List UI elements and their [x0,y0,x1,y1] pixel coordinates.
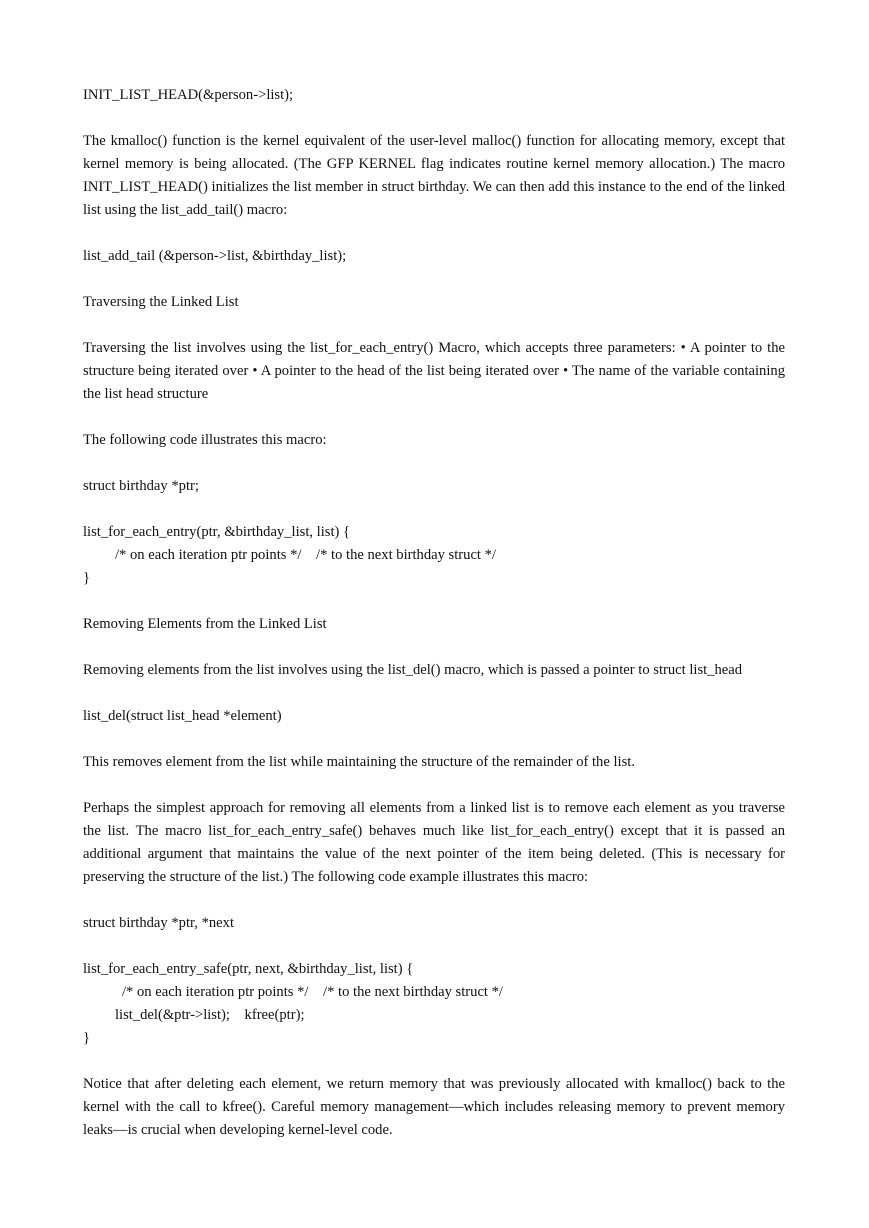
code-line: } [83,1030,91,1046]
code-block-for-each-entry-safe [83,958,785,1050]
code-list-del: list_del(struct list_head *element) [83,708,282,724]
paragraph-removing: Removing elements from the list involves using the list_del() macro, which is passed a pointer to struct list_head [83,662,743,678]
paragraph-kmalloc: The kmalloc() function is the kernel equivalent of the user-level malloc() function for allocating memory, except that kernel memory is being allocated. (The GFP KERNEL flag indicates routine kernel memory allocation.) The macro INIT_LIST_HEAD() initializes the list member in struct birthday. We can then add this instance to the end of the linked list using the list_add_tail() macro: [83,133,785,218]
heading-traversing: Traversing the Linked List [83,294,239,310]
code-line: list_for_each_entry(ptr, &birthday_list, list) { [83,524,351,540]
paragraph-removes-element: This removes element from the list while maintaining the structure of the remainder of the list. [83,754,635,770]
document-page [83,84,785,1142]
heading-removing: Removing Elements from the Linked List [83,616,327,632]
code-init-list-head: INIT_LIST_HEAD(&person->list); [83,87,294,103]
code-block-for-each-entry [83,521,785,590]
code-line: /* on each iteration ptr points */ /* to the next birthday struct */ [122,984,503,1000]
paragraph-safe-removal: Perhaps the simplest approach for removing all elements from a linked list is to remove each element as you traverse the list. The macro list_for_each_entry_safe() behaves much like list_for_each_entry() except that it is passed an additional argument that maintains the value of the next pointer of the item being deleted. (This is necessary for preserving the structure of the list.) The following code example illustrates this macro: [83,800,785,885]
code-line: list_del(&ptr->list); kfree(ptr); [115,1007,305,1023]
code-line: } [83,570,91,586]
code-line: list_for_each_entry_safe(ptr, next, &birthday_list, list) { [83,961,414,977]
paragraph-following-code: The following code illustrates this macro: [83,432,327,448]
code-list-add-tail: list_add_tail (&person->list, &birthday_list); [83,248,347,264]
code-ptr-declaration: struct birthday *ptr; [83,478,199,494]
code-line: /* on each iteration ptr points */ /* to the next birthday struct */ [115,547,496,563]
paragraph-traversing: Traversing the list involves using the list_for_each_entry() Macro, which accepts three parameters: • A pointer to the structure being iterated over • A pointer to the head of the list being iterated over • The name of the variable containing the list head structure [83,340,785,402]
code-ptr-next-declaration: struct birthday *ptr, *next [83,915,234,931]
paragraph-notice: Notice that after deleting each element, we return memory that was previously allocated with kmalloc() back to the kernel with the call to kfree(). Careful memory management—which includes releasing memory to prevent memory leaks—is crucial when developing kernel-level code. [83,1076,785,1138]
